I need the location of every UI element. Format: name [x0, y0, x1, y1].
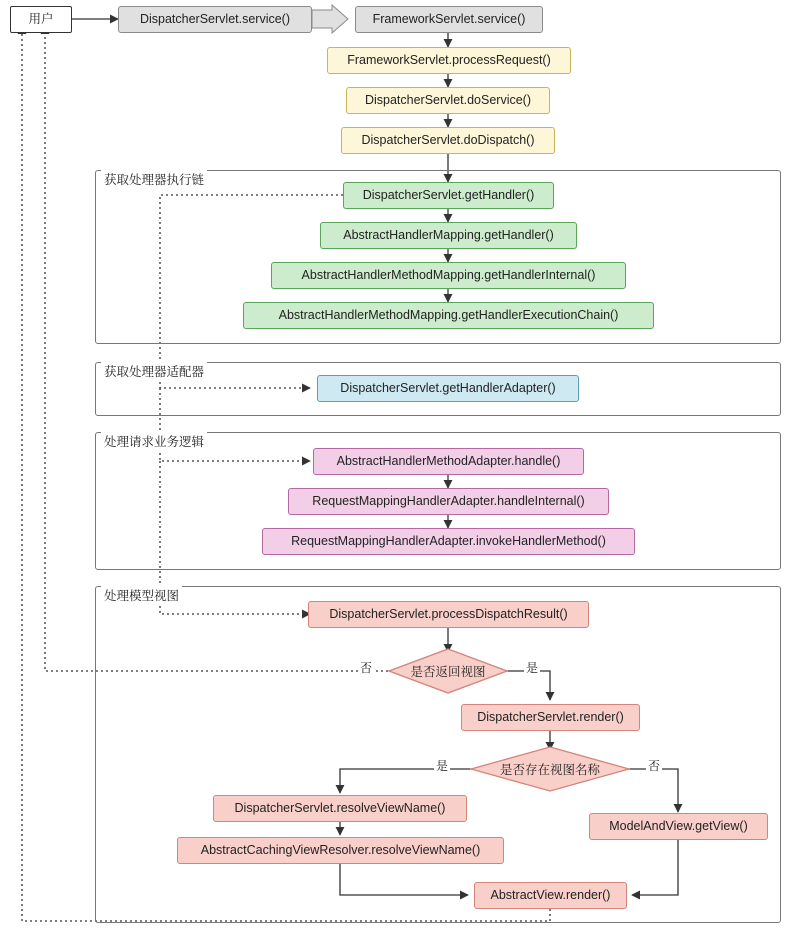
node-label: AbstractHandlerMethodMapping.getHandlerInternal() — [301, 267, 596, 282]
node-abstracthandlermethodmapping-gethandlerinternal — [271, 262, 626, 289]
edge-label-return-view-yes: 是 — [526, 661, 539, 675]
node-label: DispatcherServlet.resolveViewName() — [234, 800, 446, 815]
node-dispatcherservlet-gethandleradapter — [317, 375, 579, 402]
node-label: RequestMappingHandlerAdapter.invokeHandlerMethod() — [291, 533, 606, 548]
node-label: FrameworkServlet.processRequest() — [347, 52, 551, 67]
node-label: DispatcherServlet.render() — [477, 709, 624, 724]
node-abstractcachingviewresolver-resolveviewname — [177, 837, 504, 864]
node-abstracthandlermapping-gethandler — [320, 222, 577, 249]
node-abstracthandlermethodmapping-gethandlerexecutionchain — [243, 302, 654, 329]
decision-label: 是否存在视图名称 — [499, 763, 600, 777]
node-dispatcherservlet-service — [118, 6, 312, 33]
node-user — [10, 6, 72, 33]
node-abstracthandlermethodadapter-handle — [313, 448, 584, 475]
group-handler-chain-label: 获取处理器执行链 — [101, 170, 207, 188]
node-frameworkservlet-service — [355, 6, 543, 33]
node-dispatcherservlet-gethandler — [343, 182, 554, 209]
node-label: AbstractView.render() — [490, 887, 611, 902]
node-label: DispatcherServlet.service() — [139, 11, 291, 26]
node-dispatcherservlet-processdispatchresult — [308, 601, 589, 628]
node-abstractview-render — [474, 882, 627, 909]
node-modelandview-getview — [589, 813, 768, 840]
node-dispatcherservlet-resolveviewname — [213, 795, 467, 822]
node-label: AbstractCachingViewResolver.resolveViewName() — [200, 842, 481, 857]
decision-has-view-name — [470, 746, 630, 792]
group-model-view — [95, 586, 781, 923]
node-requestmappinghandleradapter-handleinternal — [288, 488, 609, 515]
node-label: DispatcherServlet.processDispatchResult() — [329, 606, 568, 621]
node-dispatcherservlet-dodispatch — [341, 127, 555, 154]
group-model-view-label: 处理模型视图 — [101, 586, 182, 604]
node-label: AbstractHandlerMapping.getHandler() — [343, 227, 554, 242]
node-dispatcherservlet-doservice — [346, 87, 550, 114]
group-business-logic-label: 处理请求业务逻辑 — [101, 432, 207, 450]
node-dispatcherservlet-render — [461, 704, 640, 731]
node-label: AbstractHandlerMethodMapping.getHandlerExecutionChain() — [278, 307, 619, 322]
node-label: RequestMappingHandlerAdapter.handleInternal() — [312, 493, 585, 508]
node-label: DispatcherServlet.doDispatch() — [361, 132, 535, 147]
node-label: DispatcherServlet.getHandlerAdapter() — [340, 380, 556, 395]
edge-label-return-view-no: 否 — [360, 661, 373, 675]
node-label: FrameworkServlet.service() — [372, 11, 526, 26]
edge-label-has-view-name-yes: 是 — [436, 759, 449, 773]
edge-label-has-view-name-no: 否 — [648, 759, 661, 773]
node-label: AbstractHandlerMethodAdapter.handle() — [336, 453, 561, 468]
node-label: DispatcherServlet.doService() — [364, 92, 532, 107]
group-handler-adapter-label: 获取处理器适配器 — [101, 362, 207, 380]
decision-label: 是否返回视图 — [410, 665, 486, 679]
node-label: 用户 — [28, 11, 54, 26]
node-label: ModelAndView.getView() — [609, 818, 748, 833]
decision-return-view — [388, 648, 508, 694]
node-label: DispatcherServlet.getHandler() — [362, 187, 535, 202]
node-frameworkservlet-processrequest — [327, 47, 571, 74]
node-requestmappinghandleradapter-invokehandlermethod — [262, 528, 635, 555]
